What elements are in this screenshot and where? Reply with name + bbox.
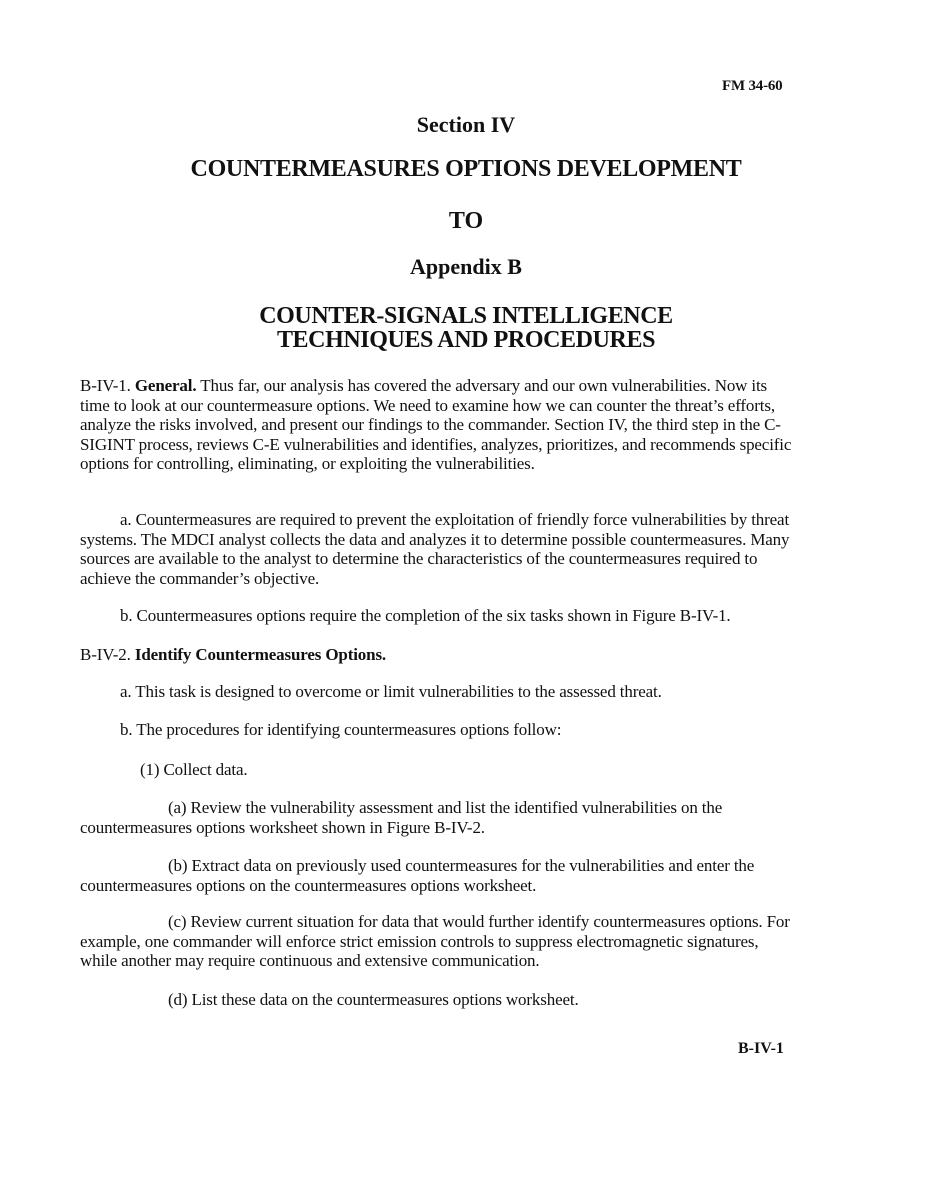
paragraph-2b-1: (1) Collect data.	[140, 760, 248, 779]
paragraph-heading: General.	[134, 376, 197, 395]
section-title: Section IV	[416, 112, 516, 137]
paragraph-text: Thus far, our analysis has covered the adversary and our own vulnerabilities. Now its time to look at our countermeasure options. We need to examine how we can counter the threat’s efforts, analyze the risks involved, and present our findings to the commander. Section IV, the third step in the C-SIGINT process, reviews C-E vulnerabilities and identifies, analyzes, prioritizes, and recommends specific options for controlling, eliminating, or exploiting the vulnerabilities.	[80, 376, 792, 473]
paragraph-1b: b. Countermeasures options require the completion of the six tasks shown in Figure B-IV-1.	[120, 606, 731, 625]
title-connector: TO	[448, 208, 484, 234]
paragraph-2b-1c: (c) Review current situation for data that would further identify countermeasures options. For example, one commander will enforce strict emission controls to suppress electromagnetic signatures, while another may require continuous and extensive communication.	[80, 912, 790, 970]
subject-title: COUNTER-SIGNALS INTELLIGENCE TECHNIQUES AND PROCEDURES	[259, 303, 673, 353]
main-title: COUNTERMEASURES OPTIONS DEVELOPMENT	[190, 156, 742, 182]
paragraph-2b-1b: (b) Extract data on previously used countermeasures for the vulnerabilities and enter the countermeasures options on the countermeasures options worksheet.	[80, 856, 755, 895]
paragraph-2a: a. This task is designed to overcome or limit vulnerabilities to the assessed threat.	[120, 682, 662, 701]
paragraph-heading: Identify Countermeasures Options.	[134, 645, 387, 664]
document-id: FM 34-60	[722, 78, 783, 94]
paragraph-number: B-IV-2.	[80, 645, 131, 664]
paragraph-b-iv-2	[80, 645, 792, 665]
page-number: B-IV-1	[738, 1040, 784, 1057]
paragraph-2b-1d: (d) List these data on the countermeasures options worksheet.	[168, 990, 579, 1009]
paragraph-1a: a. Countermeasures are required to prevent the exploitation of friendly force vulnerabilities by threat systems. The MDCI analyst collects the data and analyzes it to determine possible countermeasures. Many sources are available to the analyst to determine the characteristics of the countermeasures required to achieve the commander’s objective.	[80, 510, 790, 588]
paragraph-2b: b. The procedures for identifying countermeasures options follow:	[120, 720, 562, 739]
paragraph-b-iv-1	[80, 376, 792, 474]
appendix-title: Appendix B	[410, 254, 522, 279]
paragraph-2b-1a: (a) Review the vulnerability assessment and list the identified vulnerabilities on the countermeasures options worksheet shown in Figure B-IV-2.	[80, 798, 723, 837]
paragraph-number: B-IV-1.	[80, 376, 131, 395]
